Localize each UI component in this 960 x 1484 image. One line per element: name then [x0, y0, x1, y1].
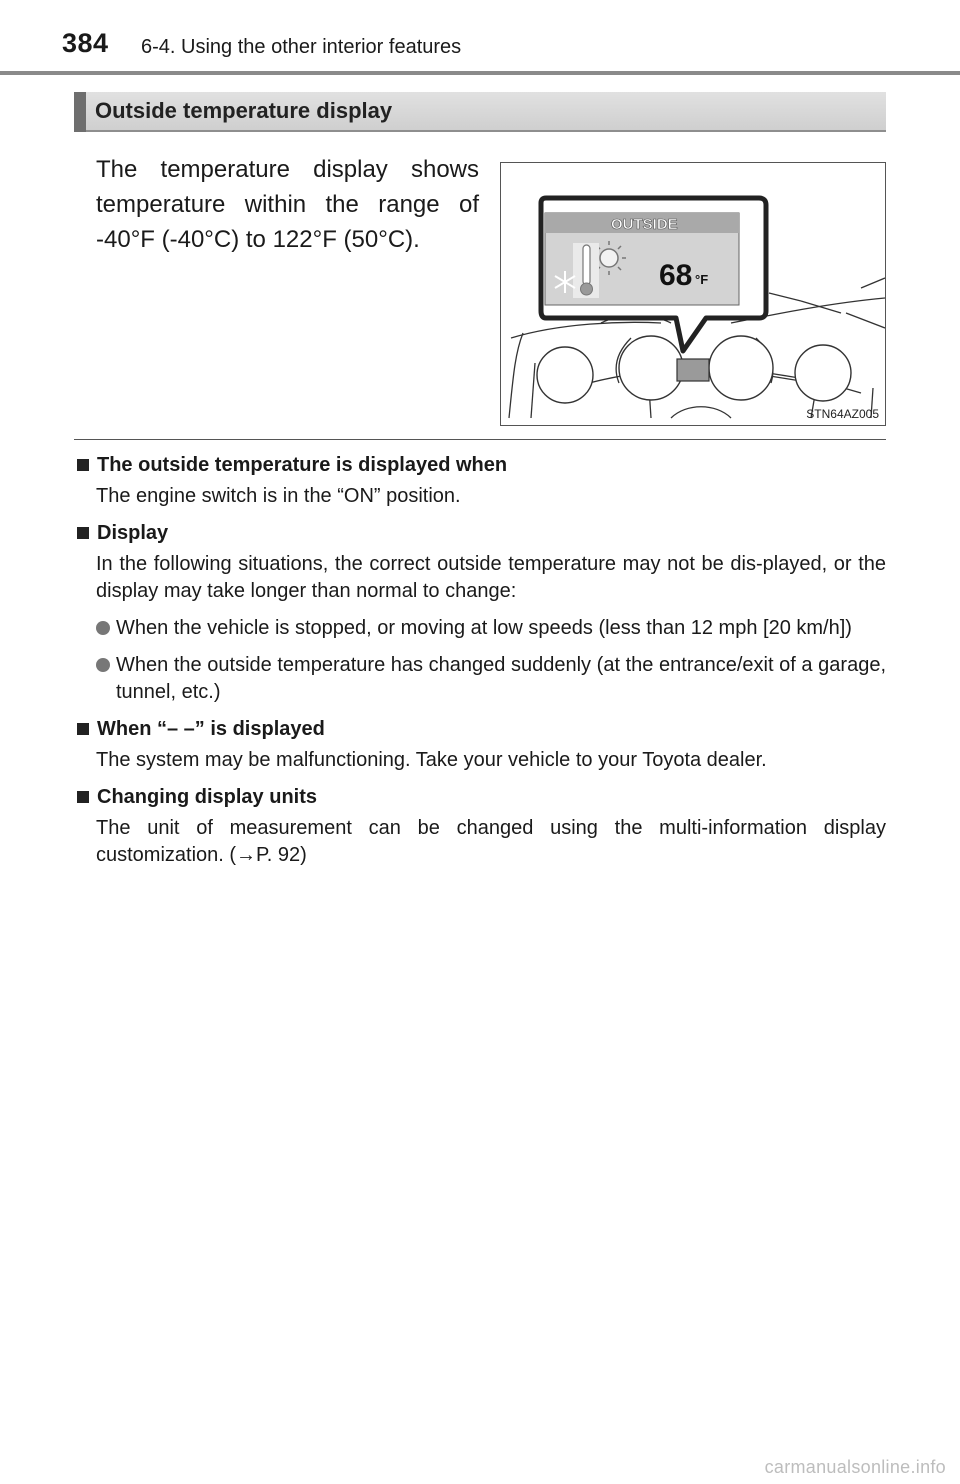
section-title: Outside temperature display: [95, 98, 393, 123]
list-item-text: When the outside temperature has changed suddenly (at the entrance/exit of a garage, tunnel, etc.): [116, 654, 886, 703]
page-number: 384: [62, 28, 109, 58]
running-head: 6-4. Using the other interior features: [141, 36, 462, 58]
note-body: The engine switch is in the “ON” position.: [96, 485, 461, 507]
note-heading: [74, 452, 886, 479]
display-temperature: 68: [659, 259, 693, 292]
list-item-text: When the vehicle is stopped, or moving at low speeds (less than 12 mph [20 km/h]): [116, 617, 852, 639]
note-heading-text: The outside temperature is displayed when: [97, 454, 508, 476]
round-bullet-icon: [96, 658, 110, 672]
list-item: [96, 615, 886, 642]
round-bullet-icon: [96, 621, 110, 635]
note-heading: [74, 520, 886, 547]
note-heading: [74, 784, 886, 811]
display-outside-label: OUTSIDE: [611, 216, 678, 233]
display-unit: °F: [695, 272, 709, 287]
square-bullet-icon: [77, 459, 89, 471]
note-body: In the following situations, the correct outside temperature may not be dis-played, or the display may take longer than normal to change:: [96, 553, 886, 602]
section-banner: [74, 92, 886, 132]
figure-code: STN64AZ005: [806, 407, 879, 421]
dashboard-figure: [500, 162, 886, 426]
note-body: The unit of measurement can be changed using the multi-information display customization. (→P. 92): [96, 817, 886, 866]
section-divider: [74, 439, 886, 440]
note-heading-text: Changing display units: [97, 786, 318, 808]
note-heading-text: Display: [97, 522, 169, 544]
note-heading-text: When “– –” is displayed: [97, 718, 325, 740]
intro-paragraph: The temperature display shows temperature within the range of -40°F (-40°C) to 122°F (50°C).: [96, 156, 479, 253]
list-item: [96, 652, 886, 706]
note-body: The system may be malfunctioning. Take your vehicle to your Toyota dealer.: [96, 749, 767, 771]
notes-section: [74, 452, 886, 869]
square-bullet-icon: [77, 527, 89, 539]
square-bullet-icon: [77, 791, 89, 803]
thermometer-icon: [573, 243, 599, 298]
dashboard-illustration: [501, 163, 885, 425]
section-banner-bar: [74, 92, 86, 132]
note-heading: [74, 716, 886, 743]
square-bullet-icon: [77, 723, 89, 735]
header-rule: [0, 71, 960, 75]
watermark: carmanualsonline.info: [764, 1457, 946, 1477]
